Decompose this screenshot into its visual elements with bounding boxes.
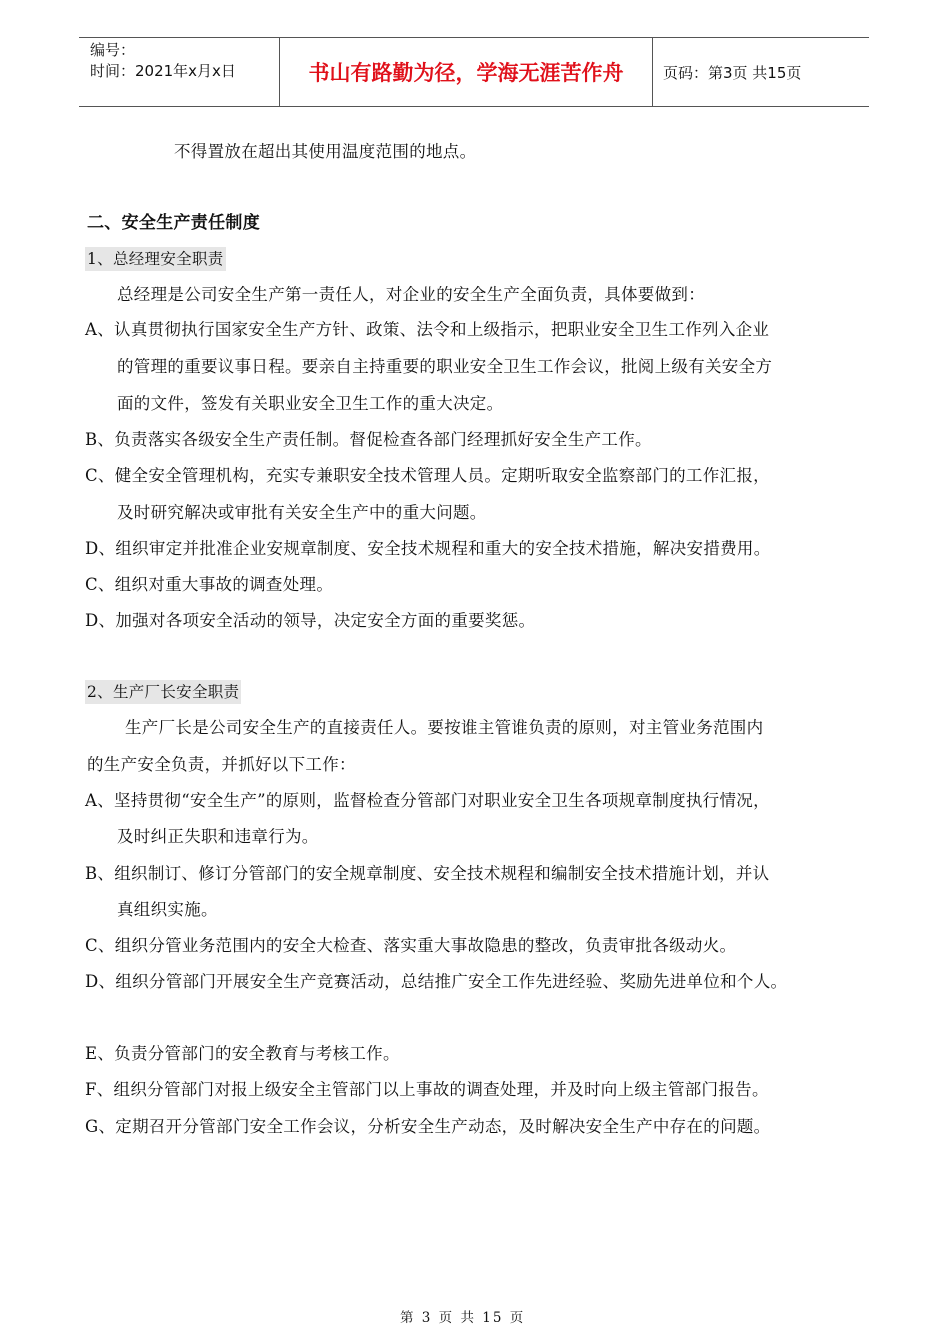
list-item: D、组织分管部门开展安全生产竞赛活动，总结推广安全工作先进经验、奖励先进单位和个人。 xyxy=(85,972,788,991)
list-item: E、负责分管部门的安全教育与考核工作。 xyxy=(85,1044,400,1063)
list-item: C、组织对重大事故的调查处理。 xyxy=(85,575,334,594)
subsection-heading: 1、总经理安全职责 xyxy=(85,247,226,271)
list-item: A、认真贯彻执行国家安全生产方针、政策、法令和上级指示，把职业安全卫生工作列入企业 xyxy=(85,320,770,339)
list-item: C、健全安全管理机构，充实专兼职安全技术管理人员。定期听取安全监察部门的工作汇报， xyxy=(85,466,770,485)
list-item: G、定期召开分管部门安全工作会议，分析安全生产动态，及时解决安全生产中存在的问题。 xyxy=(85,1117,771,1136)
section-heading: 二、安全生产责任制度 xyxy=(87,213,260,233)
header-meta xyxy=(79,38,280,106)
list-item-cont: 及时纠正失职和违章行为。 xyxy=(117,827,319,846)
list-item-cont: 真组织实施。 xyxy=(117,900,218,919)
body-line: 生产厂长是公司安全生产的直接责任人。要按谁主管谁负责的原则，对主管业务范围内 xyxy=(125,718,764,737)
list-item-cont: 的管理的重要议事日程。要亲自主持重要的职业安全卫生工作会议，批阅上级有关安全方 xyxy=(117,357,773,376)
list-item: A、坚持贯彻“安全生产”的原则，监督检查分管部门对职业安全卫生各项规章制度执行情况， xyxy=(85,791,770,810)
list-item: C、组织分管业务范围内的安全大检查、落实重大事故隐患的整改，负责审批各级动火。 xyxy=(85,936,737,955)
list-item: B、负责落实各级安全生产责任制。督促检查各部门经理抓好安全生产工作。 xyxy=(85,430,652,449)
body-line: 不得置放在超出其使用温度范围的地点。 xyxy=(174,142,477,161)
list-item: D、加强对各项安全活动的领导，决定安全方面的重要奖惩。 xyxy=(85,611,536,630)
header-page-label: 页码：第3页 共15页 xyxy=(663,63,802,82)
list-item-cont: 面的文件，签发有关职业安全卫生工作的重大决定。 xyxy=(117,394,504,413)
list-item: D、组织审定并批准企业安规章制度、安全技术规程和重大的安全技术措施，解决安措费用。 xyxy=(85,539,771,558)
page-footer: 第 3 页 共 15 页 xyxy=(400,1310,526,1326)
body-line: 的生产安全负责，并抓好以下工作： xyxy=(87,755,356,774)
body-line: 总经理是公司安全生产第一责任人，对企业的安全生产全面负责，具体要做到： xyxy=(117,285,705,304)
number-label: 编号： xyxy=(90,41,136,59)
list-item: F、组织分管部门对报上级安全主管部门以上事故的调查处理，并及时向上级主管部门报告。 xyxy=(85,1080,769,1099)
page-header xyxy=(79,37,869,107)
subsection-heading: 2、生产厂长安全职责 xyxy=(85,680,241,704)
date-label: 时间：2021年x月x日 xyxy=(90,62,236,80)
header-motto: 书山有路勤为径，学海无涯苦作舟 xyxy=(280,38,653,106)
list-item: B、组织制订、修订分管部门的安全规章制度、安全技术规程和编制安全技术措施计划，并认 xyxy=(85,864,770,883)
list-item-cont: 及时研究解决或审批有关安全生产中的重大问题。 xyxy=(117,503,487,522)
